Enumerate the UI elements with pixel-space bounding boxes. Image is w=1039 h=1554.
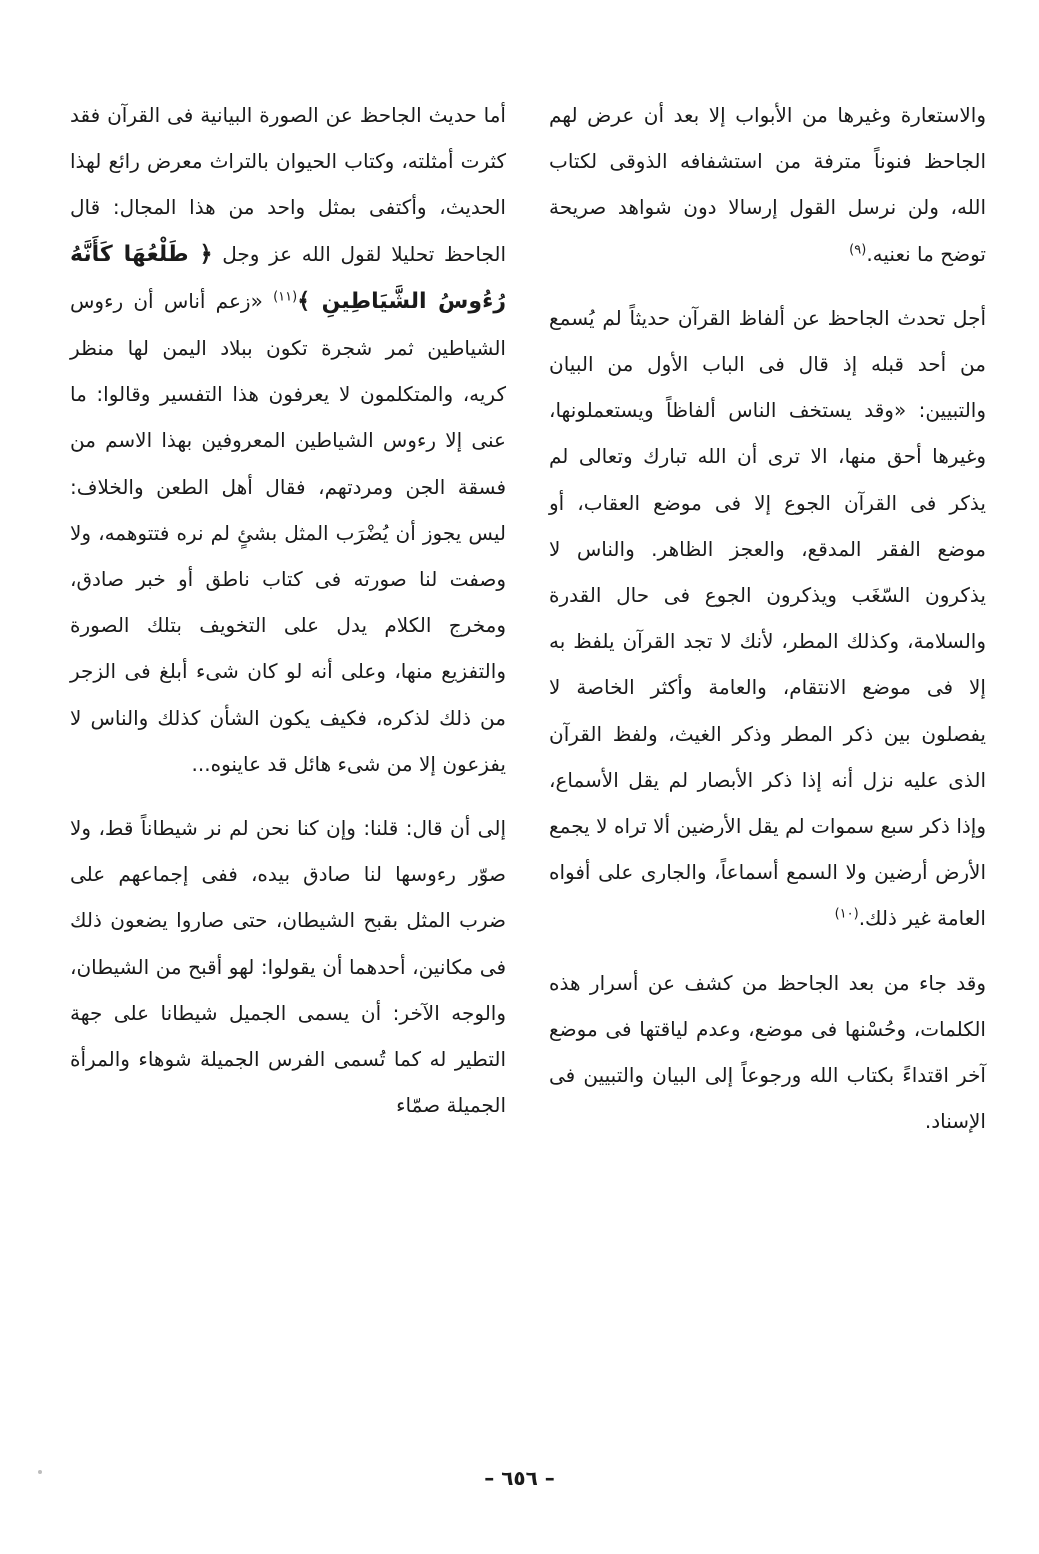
paragraph-text: وقد جاء من بعد الجاحظ من كشف عن أسرار هذه الكلمات، وحُسْنها فى موضع، وعدم لياقتها فى موضع آخر اقتداءً بكتاب الله ورجوعاً إلى البيان والتبيين فى الإسناد. (549, 970, 986, 1134)
paragraph-text: أجل تحدث الجاحظ عن ألفاظ القرآن حديثاً لم يُسمع من أحد قبله إذ قال فى الباب الأول من البيان والتبيين: «وقد يستخف الناس ألفاظاً ويستعملونها، وغيرها أحق منها، الا ترى أن الله تبارك وتعالى لم يذكر فى القرآن الجوع إلا فى موضع العقاب، أو موضع الفقر المدقع، والعجز الظاهر. والناس لا يذكرون السّغَب ويذكرون الجوع فى حال القدرة والسلامة، وكذلك المطر، لأنك لا تجد القرآن يلفظ به إلا فى موضع الانتقام، والعامة وأكثر الخاصة لا يفصلون بين ذكر المطر وذكر الغيث، ولفظ القرآن الذى عليه نزل أنه إذا ذكر الأبصار لم يقل الأسماع، وإذا ذكر سبع سموات لم يقل الأرضين ألا تراه لا يجمع الأرض أرضين ولا السمع أسماعاً، والجارى على أفواه العامة غير ذلك. (549, 305, 986, 931)
left-text-column (70, 92, 506, 1128)
footnote-marker: (١٠) (834, 906, 859, 922)
paragraph (549, 295, 986, 942)
footnote-marker: (١١) (273, 289, 298, 305)
paragraph-text: إلى أن قال: قلنا: وإن كنا نحن لم نر شيطاناً قط، ولا صوّر رءوسها لنا صادق بيده، ففى إجماعهم على ضرب المثل بقبح الشيطان، حتى صاروا يضعون ذلك فى مكانين، أحدهما أن يقولوا: لهو أقبح من الشيطان، والوجه الآخر: أن يسمى الجميل شيطانا على جهة التطير له كما تُسمى الفرس الجميلة شوهاء والمرأة الجميلة صمّاء (70, 816, 506, 1118)
paragraph-text: «زعم أناس أن رءوس الشياطين ثمر شجرة تكون ببلاد اليمن لها منظر كريه، والمتكلمون لا يعرفون هذا التفسير وقالوا: ما عنى إلا رءوس الشياطين المعروفين بهذا الاسم من فسقة الجن ومردتهم، فقال أهل الطعن والخلاف: ليس يجوز أن يُضْرَب المثل بشئٍ لم نره فتتوهمه، ولا وصفت لنا صورته فى كتاب ناطق أو خبر صادق، ومخرج الكلام يدل على التخويف بتلك الصورة والتفزيع منها، وعلى أنه لو كان شىء أبلغ فى الزجر من ذلك لذكره، فكيف يكون الشأن كذلك والناس لا يفزعون إلا من شىء هائل قد عاينوه... (70, 288, 506, 776)
footnote-marker: (٩) (849, 241, 867, 257)
paragraph (549, 960, 986, 1145)
scan-smudge (38, 1470, 42, 1474)
right-text-column (549, 92, 986, 1144)
paragraph-text: أما حديث الجاحظ عن الصورة البيانية فى القرآن فقد كثرت أمثلته، وكتاب الحيوان بالتراث معرض رائع لهذا الحديث، وأكتفى بمثل واحد من هذا المجال: قال الجاحظ تحليلا لقول الله عز وجل (70, 103, 507, 266)
page-number: – ٦٥٦ – (484, 1466, 555, 1490)
paragraph (70, 92, 506, 787)
paragraph (70, 805, 506, 1128)
paragraph (549, 92, 986, 277)
paragraph-text: والاستعارة وغيرها من الأبواب إلا بعد أن عرض لهم الجاحظ فنوناً مترفة من استشفافه الذوقى لكتاب الله، ولن نرسل القول إرسالا دون شواهد صريحة توضح ما نعنيه. (549, 103, 986, 266)
quran-verse: ﴿ طَلْعُهَا كَأَنَّهُ رُءُوسُ الشَّيَاطِينِ ﴾ (70, 241, 506, 314)
